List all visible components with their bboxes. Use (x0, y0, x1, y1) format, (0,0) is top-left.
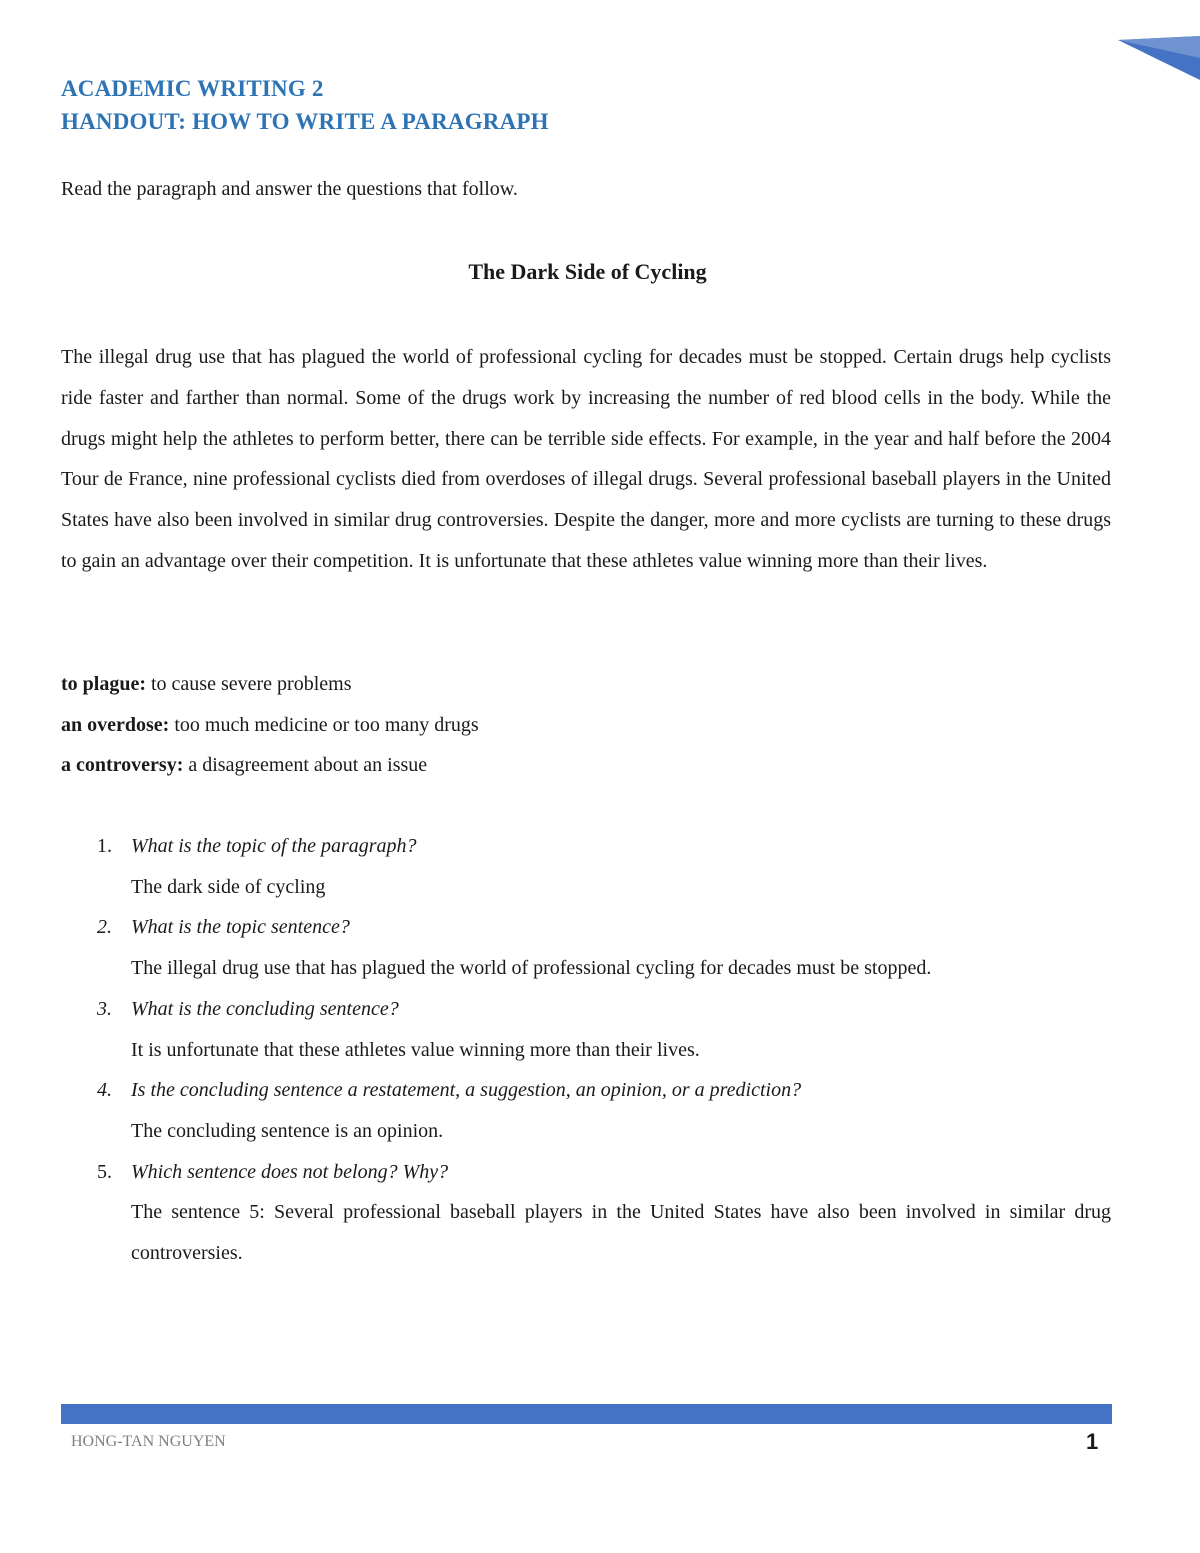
article-title: The Dark Side of Cycling (468, 259, 707, 284)
question-number: 1. (97, 835, 112, 857)
question-text: What is the topic of the paragraph? (131, 835, 417, 857)
handout-title: HANDOUT: HOW TO WRITE A PARAGRAPH (61, 109, 549, 134)
question-number: 3. (97, 997, 112, 1020)
question-item (61, 907, 1111, 988)
question-number: 5. (97, 1160, 112, 1183)
document-header (61, 72, 1111, 138)
instructions-text: Read the paragraph and answer the questions that follow. (61, 178, 518, 200)
glossary-entry (61, 745, 1111, 786)
question-text: What is the topic sentence? (131, 916, 350, 939)
question-text: Which sentence does not belong? Why? (131, 1160, 449, 1183)
glossary-term: an overdose: (61, 713, 170, 736)
glossary-definition: a disagreement about an issue (183, 754, 428, 776)
article-paragraph: The illegal drug use that has plagued the world of professional cycling for decades must be stopped. Certain drugs help cyclists ride faster and farther than normal. Some of the drugs work by increasing the number of red blood cells in the body. While the drugs might help the athletes to perform better, there can be terrible side effects. For example, in the year and half before the 2004 Tour de France, nine professional cyclists died from overdoses of illegal drugs. Several professional baseball players in the United States have also been involved in similar drug controversies. Despite the danger, more and more cyclists are turning to these drugs to gain an advantage over their competition. It is unfortunate that these athletes value winning more than their lives. (61, 346, 1111, 572)
question-list (61, 826, 1111, 1274)
answer-text: The concluding sentence is an opinion. (131, 1119, 444, 1142)
answer-text: The sentence 5: Several professional baseball players in the United States have also been involved in similar drug controversies. (131, 1201, 1111, 1265)
course-title: ACADEMIC WRITING 2 (61, 76, 324, 101)
answer-text: The illegal drug use that has plagued the world of professional cycling for decades must be stopped. (131, 957, 932, 980)
question-item (61, 1070, 1111, 1151)
question-number: 4. (97, 1079, 112, 1102)
page-number: 1 (1086, 1429, 1099, 1454)
answer-text: It is unfortunate that these athletes value winning more than their lives. (131, 1038, 700, 1061)
question-text: Is the concluding sentence a restatement, a suggestion, an opinion, or a prediction? (131, 1079, 802, 1102)
question-item (61, 826, 1111, 907)
corner-decoration (1110, 0, 1200, 80)
question-number: 2. (97, 916, 112, 939)
answer-text: The dark side of cycling (131, 875, 326, 898)
footer-bar (61, 1404, 1112, 1424)
question-item (61, 1152, 1111, 1274)
footer-author: HONG-TAN NGUYEN (71, 1433, 226, 1450)
glossary-definition: to cause severe problems (146, 673, 352, 695)
glossary-definition: too much medicine or too many drugs (169, 713, 479, 736)
glossary-entry (61, 664, 1111, 705)
glossary (61, 664, 1111, 786)
glossary-term: to plague: (61, 673, 146, 695)
question-text: What is the concluding sentence? (131, 997, 399, 1020)
question-item (61, 989, 1111, 1070)
glossary-entry (61, 705, 1111, 746)
glossary-term: a controversy: (61, 754, 184, 776)
